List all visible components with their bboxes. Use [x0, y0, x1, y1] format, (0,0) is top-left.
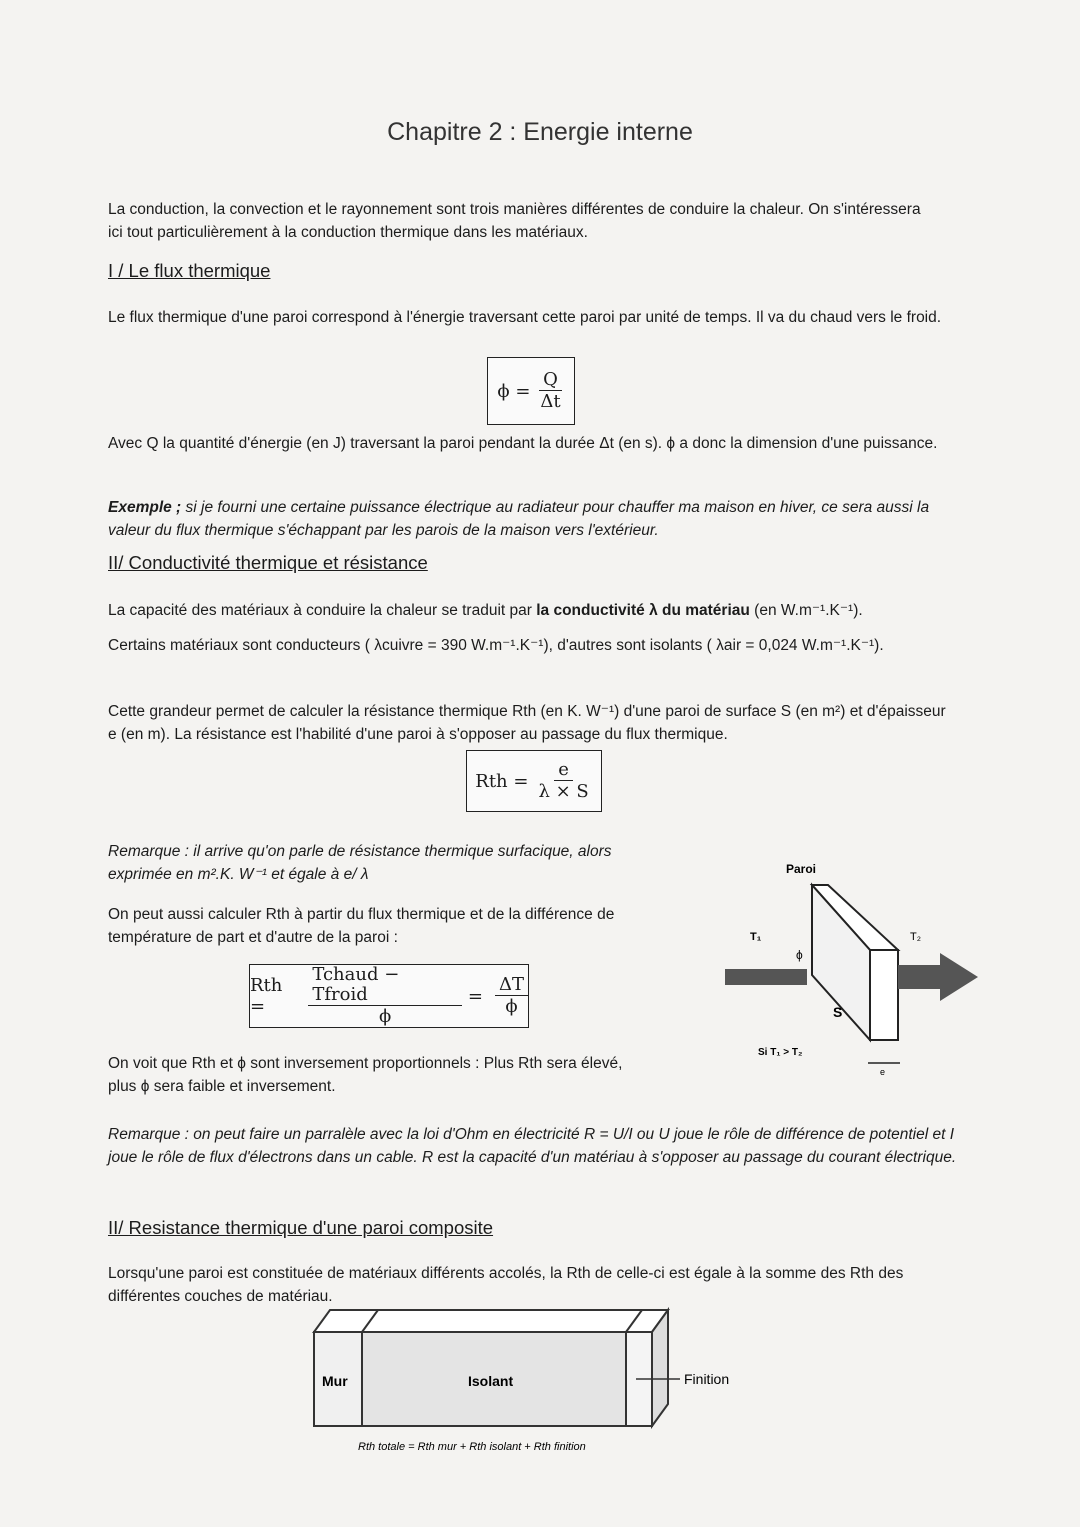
- formula-num: e: [554, 760, 573, 781]
- t2-label: T₂: [910, 931, 921, 943]
- proportional-paragraph: On voit que Rth et ϕ sont inversement proportionnels : Plus Rth sera élevé, plus ϕ sera faible et inversement.: [108, 1055, 623, 1095]
- formula-den: λ × S: [538, 780, 589, 802]
- resistance-formula: [466, 750, 602, 812]
- formula-lhs: Rth =: [250, 975, 283, 1017]
- wall-front: [870, 950, 898, 1040]
- flux-explanation: Avec Q la quantité d'énergie (en J) traversant la paroi pendant la durée Δt (en s). ϕ a donc la dimension d'une puissance.: [108, 435, 938, 452]
- mur-label: Mur: [322, 1373, 348, 1389]
- flux-definition: Le flux thermique d'une paroi correspond à l'énergie traversant cette paroi par unité de temps. Il va du chaud vers le froid.: [108, 309, 942, 326]
- composite-wall-diagram: [300, 1302, 780, 1472]
- resistance-paragraph: Cette grandeur permet de calculer la résistance thermique Rth (en K. W⁻¹) d'une paroi de surface S (en m²) et d'épaisseur e (en m). La résistance est l'habilité d'une paroi à s'opposer au passage du flux thermique.: [108, 703, 946, 743]
- wall-top: [314, 1310, 668, 1332]
- conductivity-text-a: La capacité des matériaux à conduire la chaleur se traduit par: [108, 602, 532, 619]
- formula-den: ϕ: [378, 1005, 392, 1027]
- paroi-label: Paroi: [786, 862, 817, 876]
- example-paragraph: [108, 496, 948, 542]
- flux-arrow-out: [898, 953, 978, 1001]
- wall-end: [652, 1310, 668, 1426]
- t1-label: T₁: [750, 931, 762, 943]
- condition-label: Si T₁ > T₂: [758, 1047, 803, 1058]
- materials-paragraph: Certains matériaux sont conducteurs ( λcuivre = 390 W.m⁻¹.K⁻¹), d'autres sont isolants ( λair = 0,024 W.m⁻¹.K⁻¹).: [108, 637, 884, 654]
- phi-label: ϕ: [796, 948, 803, 962]
- rth-flux-paragraph: On peut aussi calculer Rth à partir du flux thermique et de la différence de température de part et d'autre de la paroi :: [108, 906, 615, 946]
- conductivity-term: la conductivité λ du matériau: [536, 602, 750, 619]
- wall-flux-diagram: [720, 855, 990, 1080]
- remark-surfacic: Remarque : il arrive qu'on parle de résistance thermique surfacique, alors exprimée en m².K. W⁻¹ et égale à e/ λ: [108, 843, 612, 883]
- rth-flux-formula: [249, 964, 529, 1028]
- formula-den: ϕ: [505, 995, 518, 1017]
- example-label: Exemple ;: [108, 499, 182, 516]
- flux-arrow-in: [725, 969, 807, 985]
- formula-num: Q: [539, 370, 562, 391]
- section-3-heading: II/ Resistance thermique d'une paroi composite: [108, 1217, 494, 1238]
- flux-formula: [487, 357, 575, 425]
- formula-num: ΔT: [495, 975, 528, 996]
- composite-paragraph: Lorsqu'une paroi est constituée de matériaux différents accolés, la Rth de celle-ci est égale à la somme des Rth des différentes couches de matériau.: [108, 1265, 904, 1305]
- remark-ohm: Remarque : on peut faire un parralèle avec la loi d'Ohm en électricité R = U/I ou U joue le rôle de différence de potentiel et I joue le rôle de flux d'électrons dans un cable. R est la capacité d'un matériau à s'opposer au passage du courant électrique.: [108, 1126, 957, 1166]
- e-label: e: [880, 1067, 886, 1077]
- finition-label: Finition: [684, 1371, 730, 1387]
- s-label: S: [833, 1004, 843, 1020]
- example-text: si je fourni une certaine puissance électrique au radiateur pour chauffer ma maison en hiver, ce sera aussi la valeur du flux thermique s'échappant par les parois de la maison vers l'extérieur.: [108, 499, 930, 539]
- formula-eq: =: [467, 985, 483, 1007]
- conductivity-paragraph: [108, 599, 968, 622]
- section-1-heading: I / Le flux thermique: [108, 260, 271, 281]
- formula-lhs: Rth =: [475, 770, 529, 792]
- intro-paragraph: La conduction, la convection et le rayonnement sont trois manières différentes de conduire la chaleur. On s'intéressera ici tout particulièrement à la conduction thermique dans les matériaux.: [108, 201, 921, 241]
- page-title: Chapitre 2 : Energie interne: [387, 118, 693, 146]
- section-2-heading: II/ Conductivité thermique et résistance: [108, 552, 428, 573]
- formula-num: Tchaud − Tfroid: [308, 965, 462, 1006]
- rth-sum-label: Rth totale = Rth mur + Rth isolant + Rth finition: [358, 1441, 586, 1453]
- conductivity-text-c: (en W.m⁻¹.K⁻¹).: [754, 602, 863, 619]
- formula-lhs: ϕ =: [497, 380, 531, 402]
- isolant-label: Isolant: [468, 1373, 514, 1389]
- formula-den: Δt: [540, 390, 561, 412]
